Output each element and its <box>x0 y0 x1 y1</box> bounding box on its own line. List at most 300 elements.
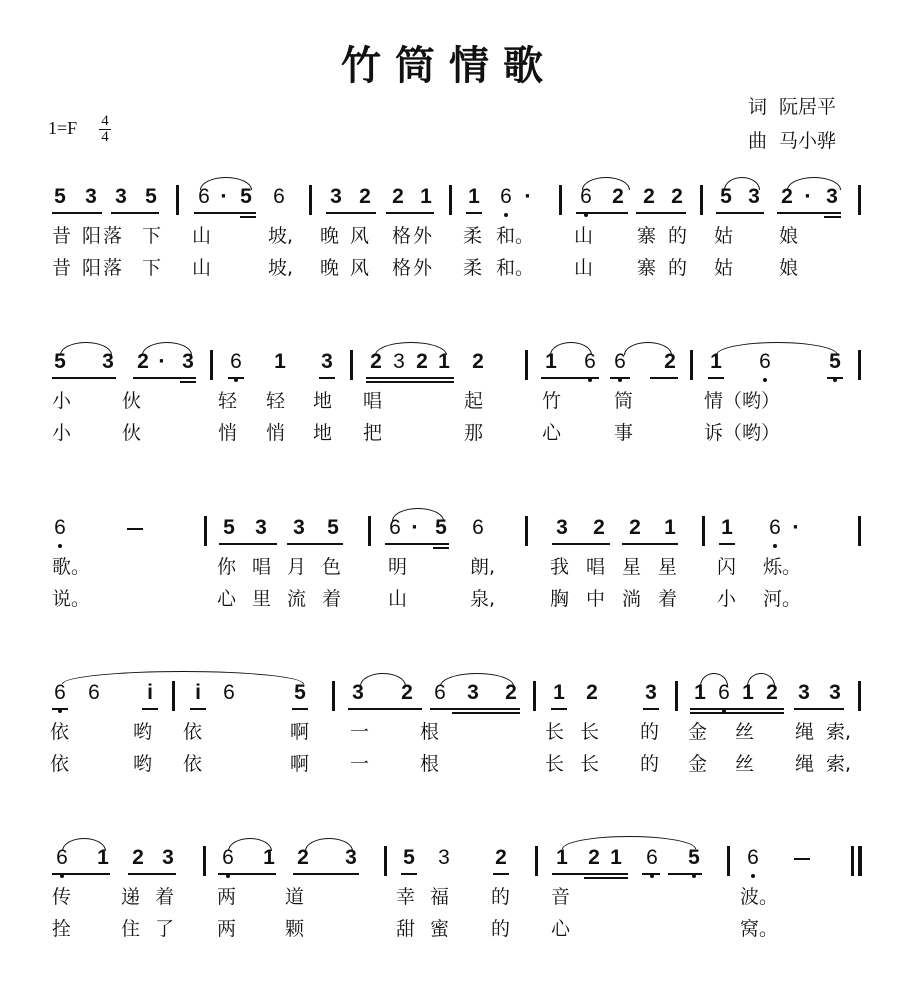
note: 6 <box>223 681 235 704</box>
note-low: 6 <box>52 681 68 705</box>
barline <box>525 350 528 380</box>
lyric: 风 <box>350 257 370 279</box>
aug-dot: · <box>804 186 811 207</box>
note: 1 <box>545 350 557 373</box>
credits <box>748 90 848 158</box>
lyric: 悄 <box>218 422 238 444</box>
lyric: 坡, <box>268 257 294 279</box>
note: 3 <box>438 846 450 869</box>
beam <box>708 377 724 379</box>
lyric: 流 <box>287 588 307 610</box>
beam <box>348 708 422 710</box>
beam <box>794 708 844 710</box>
lyric: 地 <box>313 390 333 412</box>
note-low: 6 <box>578 185 594 209</box>
lyric: 窝。 <box>740 918 779 940</box>
note: 2 <box>643 185 655 208</box>
note-low: 6 <box>52 516 68 540</box>
note-low: 6 <box>228 350 244 374</box>
note: 3 <box>798 681 810 704</box>
lyric: 坡, <box>268 225 294 247</box>
note: 6 <box>389 516 401 539</box>
note: 2 <box>766 681 778 704</box>
barline <box>384 846 387 876</box>
lyric: 小 <box>52 390 72 412</box>
beam <box>610 377 630 379</box>
note: 1 <box>420 185 432 208</box>
lyric: 寨 <box>637 257 657 279</box>
note: 2 <box>359 185 371 208</box>
barline <box>858 350 861 380</box>
lyric: 金 <box>688 753 708 775</box>
lyric: 幸 <box>396 886 416 908</box>
note: 6 <box>273 185 285 208</box>
note: 6 <box>472 516 484 539</box>
beam <box>401 873 417 875</box>
beam <box>133 377 196 379</box>
lyric: 轻 <box>266 390 286 412</box>
lyric: 星 <box>622 556 642 578</box>
barline <box>204 516 207 546</box>
note: 3 <box>748 185 760 208</box>
final-barline-thick <box>858 846 862 876</box>
beam <box>690 712 784 714</box>
time-signature <box>99 114 111 145</box>
lyric: 河。 <box>763 588 802 610</box>
beam <box>190 708 206 710</box>
note: 1 <box>694 681 706 704</box>
beam <box>385 543 449 545</box>
slur <box>562 836 696 849</box>
barline <box>727 846 730 876</box>
note: 3 <box>467 681 479 704</box>
beam <box>690 708 784 710</box>
lyric: 昔 <box>52 225 72 247</box>
note-low: 5 <box>686 846 702 870</box>
lyric: 山 <box>192 225 212 247</box>
beam <box>128 873 176 875</box>
lyric: 着 <box>322 588 342 610</box>
beam <box>622 543 678 545</box>
lyric: 我 <box>550 556 570 578</box>
note: 2 <box>401 681 413 704</box>
lyric: 唱 <box>252 556 272 578</box>
lyric: 下 <box>142 257 162 279</box>
note: 5 <box>240 185 252 208</box>
note: 5 <box>223 516 235 539</box>
barline <box>559 185 562 215</box>
lyric: 里 <box>252 588 272 610</box>
lyric: 色 <box>322 556 342 578</box>
note-low: 6 <box>716 681 732 705</box>
lyric: 心 <box>551 918 571 940</box>
lyric: 伙 <box>122 422 142 444</box>
beam <box>219 543 277 545</box>
lyric: 竹 <box>542 390 562 412</box>
note-low: 6 <box>757 350 773 374</box>
lyric: 筒 <box>614 390 634 412</box>
lyric: 外 <box>413 225 433 247</box>
barline <box>449 185 452 215</box>
lyric: 丝 <box>735 753 755 775</box>
note: 2 <box>588 846 600 869</box>
note: 1 <box>468 185 480 208</box>
barline <box>535 846 538 876</box>
lyric: 的 <box>640 753 660 775</box>
note-low: 6 <box>644 846 660 870</box>
lyric: 根 <box>420 721 440 743</box>
lyric: 长 <box>580 753 600 775</box>
note: 5 <box>435 516 447 539</box>
note: 3 <box>293 516 305 539</box>
time-signature-top: 4 <box>101 113 109 129</box>
beam <box>52 377 116 379</box>
lyric: 伙 <box>122 390 142 412</box>
lyric: 福 <box>430 886 450 908</box>
barline <box>700 185 703 215</box>
lyric: 音 <box>551 886 571 908</box>
note-low: 5 <box>827 350 843 374</box>
note: 3 <box>330 185 342 208</box>
note-high: i <box>195 681 201 704</box>
note: 3 <box>102 350 114 373</box>
lyric: 依 <box>183 721 203 743</box>
lyric: 和。 <box>496 225 535 247</box>
lyric: 长 <box>545 753 565 775</box>
note: 5 <box>327 516 339 539</box>
note-low: 6 <box>582 350 598 374</box>
lyric: 山 <box>574 257 594 279</box>
beam <box>643 708 659 710</box>
note: 2 <box>472 350 484 373</box>
note: 1 <box>556 846 568 869</box>
lyric: 一 <box>350 721 370 743</box>
note: 3 <box>345 846 357 869</box>
lyric: 住 <box>121 918 141 940</box>
lyric: 着 <box>658 588 678 610</box>
barline <box>203 846 206 876</box>
lyric: 心 <box>217 588 237 610</box>
barline <box>690 350 693 380</box>
lyric: 寨 <box>637 225 657 247</box>
composer-credit: 曲 马小骅 <box>748 130 837 152</box>
note: 5 <box>54 185 66 208</box>
barline <box>332 681 335 711</box>
lyric: 娘 <box>779 225 799 247</box>
beam <box>716 212 764 214</box>
barline <box>858 185 861 215</box>
lyric: 情（哟） <box>704 390 781 412</box>
barline <box>176 185 179 215</box>
lyric: 山 <box>192 257 212 279</box>
lyric: 依 <box>50 721 70 743</box>
lyric: 轻 <box>218 390 238 412</box>
score-row-3 <box>0 516 898 656</box>
lyric: 山 <box>388 588 408 610</box>
beam <box>541 377 599 379</box>
lyric: 哟 <box>133 721 153 743</box>
lyric: 心 <box>542 422 562 444</box>
note: 2 <box>495 846 507 869</box>
lyric: 索, <box>826 721 852 743</box>
beam <box>218 873 276 875</box>
note: 1 <box>710 350 722 373</box>
lyric: 小 <box>52 422 72 444</box>
lyric: 姑 <box>714 225 734 247</box>
lyric: 颗 <box>285 918 305 940</box>
score-row-5 <box>0 846 898 986</box>
lyric: 的 <box>640 721 660 743</box>
lyric: 绳 <box>795 753 815 775</box>
lyric: 事 <box>614 422 634 444</box>
note: 3 <box>321 350 333 373</box>
note: 3 <box>826 185 838 208</box>
lyric: 那 <box>464 422 484 444</box>
lyric: 诉（哟） <box>704 422 781 444</box>
beam <box>466 212 482 214</box>
lyric: 递 <box>121 886 141 908</box>
beam <box>366 377 454 379</box>
beam <box>366 381 454 383</box>
lyric: 拴 <box>52 918 72 940</box>
score-row-2 <box>0 350 898 490</box>
barline <box>858 516 861 546</box>
note: 5 <box>720 185 732 208</box>
lyric: 外 <box>413 257 433 279</box>
lyric: 柔 <box>463 257 483 279</box>
note: 2 <box>593 516 605 539</box>
lyric: 柔 <box>463 225 483 247</box>
note: 2 <box>132 846 144 869</box>
note: 1 <box>742 681 754 704</box>
lyric: 依 <box>50 753 70 775</box>
lyric: 啊 <box>290 753 310 775</box>
note: 3 <box>255 516 267 539</box>
barline <box>675 681 678 711</box>
note: 3 <box>645 681 657 704</box>
barline <box>368 516 371 546</box>
lyric: 晚 <box>320 257 340 279</box>
note: 1 <box>721 516 733 539</box>
lyric: 泉, <box>470 588 496 610</box>
beam <box>551 708 567 710</box>
barline <box>858 681 861 711</box>
lyric: 闪 <box>717 556 737 578</box>
extension-dash <box>794 858 810 860</box>
lyric: 根 <box>420 753 440 775</box>
beam <box>576 212 628 214</box>
lyric: 晚 <box>320 225 340 247</box>
lyric: 唱 <box>586 556 606 578</box>
beam <box>668 873 702 875</box>
lyric: 金 <box>688 721 708 743</box>
note: 5 <box>403 846 415 869</box>
beam <box>52 708 68 710</box>
note: 3 <box>162 846 174 869</box>
lyric: 的 <box>491 886 511 908</box>
note: 1 <box>97 846 109 869</box>
lyric: 啊 <box>290 721 310 743</box>
lyric: 蜜 <box>430 918 450 940</box>
lyric: 起 <box>464 390 484 412</box>
song-title: 竹筒情歌 <box>341 42 557 89</box>
beam <box>180 381 196 383</box>
aug-dot: · <box>792 517 799 538</box>
barline <box>525 516 528 546</box>
note: 6 <box>434 681 446 704</box>
barline <box>210 350 213 380</box>
lyric: 唱 <box>363 390 383 412</box>
lyric: 淌 <box>622 588 642 610</box>
lyric: 依 <box>183 753 203 775</box>
lyric: 一 <box>350 753 370 775</box>
beam <box>292 708 308 710</box>
lyric: 丝 <box>735 721 755 743</box>
note: 5 <box>145 185 157 208</box>
slur <box>716 342 838 355</box>
beam <box>319 377 335 379</box>
extension-dash <box>127 528 143 530</box>
beam <box>433 547 449 549</box>
lyric: 山 <box>574 225 594 247</box>
lyric: 烁。 <box>763 556 802 578</box>
beam <box>552 873 628 875</box>
lyric: 小 <box>717 588 737 610</box>
lyric: 姑 <box>714 257 734 279</box>
note-low: 6 <box>54 846 70 870</box>
beam <box>777 212 841 214</box>
note: 2 <box>137 350 149 373</box>
lyricist-credit: 词 阮居平 <box>748 96 837 118</box>
barline <box>702 516 705 546</box>
note: 1 <box>610 846 622 869</box>
note: 2 <box>586 681 598 704</box>
note: 3 <box>85 185 97 208</box>
lyric: 绳 <box>795 721 815 743</box>
lyric: 昔 <box>52 257 72 279</box>
note: 2 <box>392 185 404 208</box>
lyric: 的 <box>668 257 688 279</box>
lyric: 长 <box>545 721 565 743</box>
note: 2 <box>505 681 517 704</box>
note-low: 6 <box>220 846 236 870</box>
beam <box>636 212 686 214</box>
lyric: 星 <box>658 556 678 578</box>
beam <box>827 377 843 379</box>
barline <box>533 681 536 711</box>
lyric: 娘 <box>779 257 799 279</box>
time-signature-bottom: 4 <box>99 129 111 145</box>
lyric: 两 <box>217 886 237 908</box>
lyric: 阳 <box>82 225 102 247</box>
beam <box>287 543 343 545</box>
note-low: 6 <box>745 846 761 870</box>
lyric: 中 <box>586 588 606 610</box>
note: 3 <box>182 350 194 373</box>
note-low: 6 <box>767 516 783 540</box>
note: 1 <box>438 350 450 373</box>
score-row-1 <box>0 185 898 325</box>
key-signature: 1=F <box>48 118 78 138</box>
note: 2 <box>781 185 793 208</box>
note: 2 <box>664 350 676 373</box>
lyric: 的 <box>491 918 511 940</box>
beam <box>240 216 256 218</box>
lyric: 哟 <box>133 753 153 775</box>
note: 3 <box>352 681 364 704</box>
lyric: 落 <box>103 257 123 279</box>
note-low: 6 <box>612 350 628 374</box>
lyric: 道 <box>285 886 305 908</box>
lyric: 歌。 <box>52 556 91 578</box>
beam <box>386 212 434 214</box>
beam <box>493 873 509 875</box>
note: 1 <box>263 846 275 869</box>
aug-dot: · <box>411 517 418 538</box>
aug-dot: · <box>220 186 227 207</box>
lyric: 着 <box>155 886 175 908</box>
beam <box>228 377 244 379</box>
lyric: 地 <box>313 422 333 444</box>
note-low: 6 <box>498 185 514 209</box>
note: 6 <box>198 185 210 208</box>
lyric: 长 <box>580 721 600 743</box>
note: 2 <box>416 350 428 373</box>
lyric: 下 <box>142 225 162 247</box>
beam <box>430 708 520 710</box>
note-high: i <box>147 681 153 704</box>
lyric: 和。 <box>496 257 535 279</box>
lyric: 悄 <box>266 422 286 444</box>
lyric: 甜 <box>396 918 416 940</box>
lyric: 格 <box>392 225 412 247</box>
note: 2 <box>612 185 624 208</box>
lyric: 格 <box>392 257 412 279</box>
note: 2 <box>370 350 382 373</box>
note: 3 <box>829 681 841 704</box>
lyric: 明 <box>388 556 408 578</box>
note: 3 <box>393 350 405 373</box>
note: 1 <box>553 681 565 704</box>
beam <box>584 877 628 879</box>
lyric: 月 <box>287 556 307 578</box>
lyric: 了 <box>155 918 175 940</box>
aug-dot: · <box>158 351 165 372</box>
lyric: 风 <box>350 225 370 247</box>
note: 2 <box>297 846 309 869</box>
note: 6 <box>88 681 100 704</box>
lyric: 把 <box>363 422 383 444</box>
beam <box>194 212 256 214</box>
lyric: 传 <box>52 886 72 908</box>
lyric: 落 <box>103 225 123 247</box>
note: 5 <box>294 681 306 704</box>
lyric: 索, <box>826 753 852 775</box>
lyric: 波。 <box>740 886 779 908</box>
beam <box>824 216 841 218</box>
lyric: 说。 <box>52 588 91 610</box>
note: 3 <box>115 185 127 208</box>
lyric: 的 <box>668 225 688 247</box>
beam <box>52 212 102 214</box>
lyric: 胸 <box>550 588 570 610</box>
barline <box>172 681 175 711</box>
beam <box>650 377 678 379</box>
beam <box>52 873 110 875</box>
beam <box>326 212 376 214</box>
note: 2 <box>629 516 641 539</box>
score-row-4 <box>0 681 898 821</box>
